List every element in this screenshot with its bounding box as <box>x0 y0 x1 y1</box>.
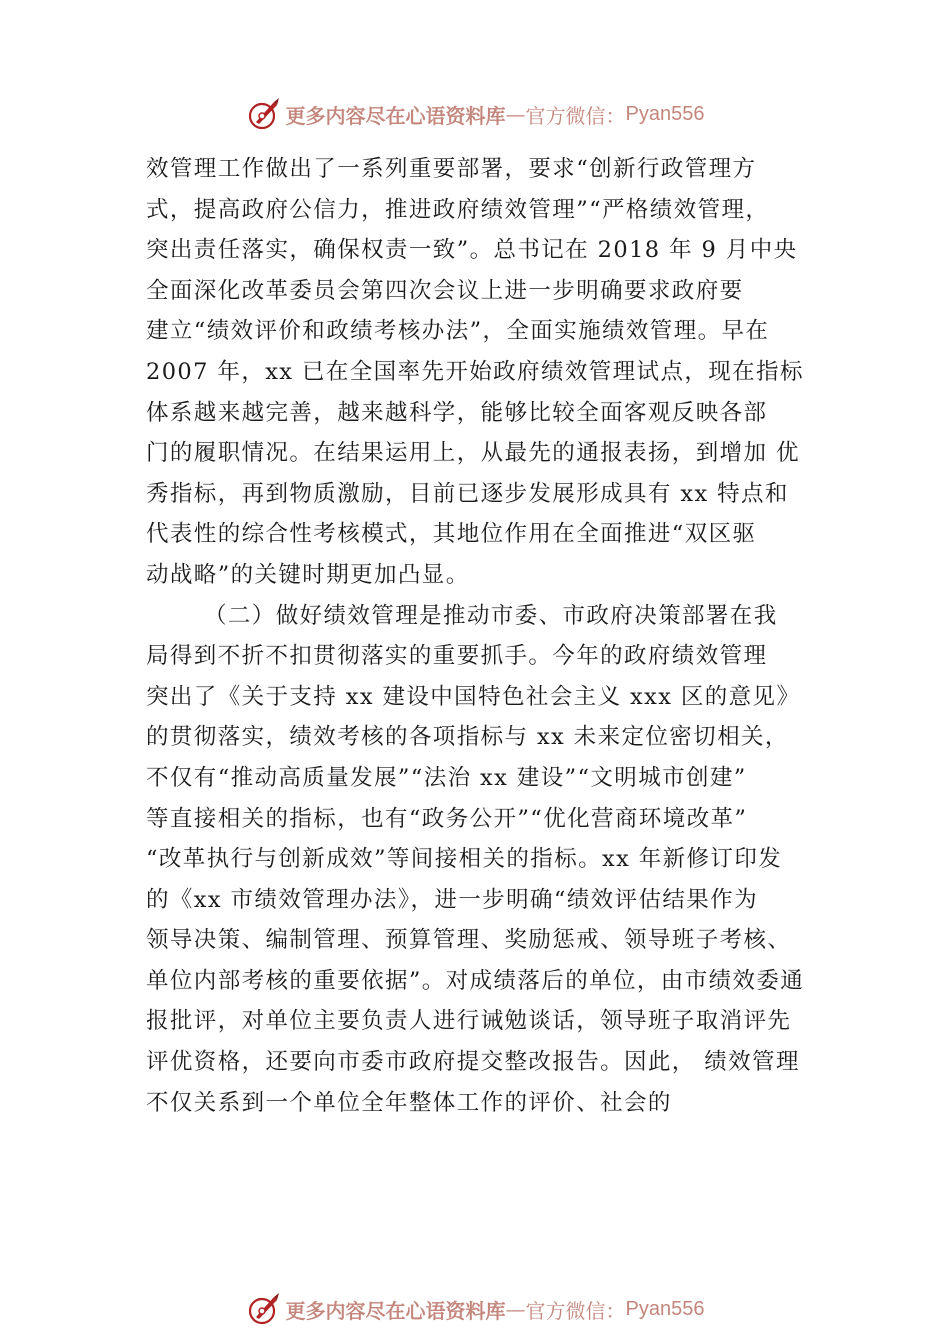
banner-wechat-id: Pyan556 <box>625 102 705 125</box>
text-line: 报批评，对单位主要负责人进行诫勉谈话，领导班子取消评先 <box>146 1008 792 1035</box>
text-line: 全面深化改革委员会第四次会议上进一步明确要求政府要 <box>146 277 744 304</box>
text-line: 建立“绩效评价和政绩考核办法”，全面实施绩效管理。早在 <box>146 318 770 345</box>
text-line: 动战略”的关键时期更加凸显。 <box>146 561 470 588</box>
header-banner <box>0 94 950 134</box>
quill-pen-logo-icon <box>246 96 282 132</box>
banner-site-text: 更多内容尽在心语资料库 <box>285 1298 506 1323</box>
text-line: 秀指标，再到物质激励，目前已逐步发展形成具有 xx 特点和 <box>146 480 789 507</box>
text-line: 等直接相关的指标，也有“政务公开”“优化营商环境改革” <box>146 805 748 832</box>
text-line: 的《xx 市绩效管理办法》，进一步明确“绩效评估结果作为 <box>146 886 758 913</box>
banner-site-text: 更多内容尽在心语资料库 <box>285 103 506 128</box>
banner-separator: — <box>505 1297 526 1321</box>
text-line: 评优资格，还要向市委市政府提交整改报告。因此， 绩效管理 <box>146 1049 800 1076</box>
text-line: 突出了《关于支持 xx 建设中国特色社会主义 xxx 区的意见》 <box>146 683 801 710</box>
text-line: “改革执行与创新成效”等间接相关的指标。xx 年新修订印发 <box>146 846 783 873</box>
text-line: 效管理工作做出了一系列重要部署，要求“创新行政管理方 <box>146 156 757 182</box>
text-line: 的贯彻落实，绩效考核的各项指标与 xx 未来定位密切相关， <box>146 724 789 751</box>
text-line: 式，提高政府公信力，推进政府绩效管理”“严格绩效管理， <box>146 196 770 223</box>
banner-wechat-label: 官方微信： <box>525 1298 626 1323</box>
section-heading-line: （二）做好绩效管理是推动市委、市政府决策部署在我 <box>204 602 778 629</box>
banner-wechat-label: 官方微信： <box>525 103 626 128</box>
text-line: 单位内部考核的重要依据”。对成绩落后的单位，由市绩效委通 <box>146 967 805 994</box>
text-line: 代表性的综合性考核模式，其地位作用在全面推进“双区驱 <box>146 521 757 548</box>
text-line: 门的履职情况。在结果运用上，从最先的通报表扬，到增加 优 <box>146 440 800 467</box>
text-line: 2007 年，xx 已在全国率先开始政府绩效管理试点，现在指标 <box>146 358 804 385</box>
quill-pen-logo-icon <box>246 1291 282 1327</box>
text-line: 体系越来越完善，越来越科学，能够比较全面客观反映各部 <box>146 399 768 426</box>
banner-separator: — <box>505 102 526 126</box>
banner-wechat-id: Pyan556 <box>625 1297 705 1320</box>
text-line: 局得到不折不扣贯彻落实的重要抓手。今年的政府绩效管理 <box>146 643 768 670</box>
text-line: 不仅关系到一个单位全年整体工作的评价、社会的 <box>146 1089 672 1116</box>
text-line: 领导决策、编制管理、预算管理、奖励惩戒、领导班子考核、 <box>146 927 792 954</box>
footer-banner <box>0 1289 950 1329</box>
text-line: 不仅有“推动高质量发展”“法治 xx 建设”“文明城市创建” <box>146 764 747 791</box>
text-line: 突出责任落实，确保权责一致”。总书记在 2018 年 9 月中央 <box>146 237 798 264</box>
document-body <box>146 149 810 1123</box>
